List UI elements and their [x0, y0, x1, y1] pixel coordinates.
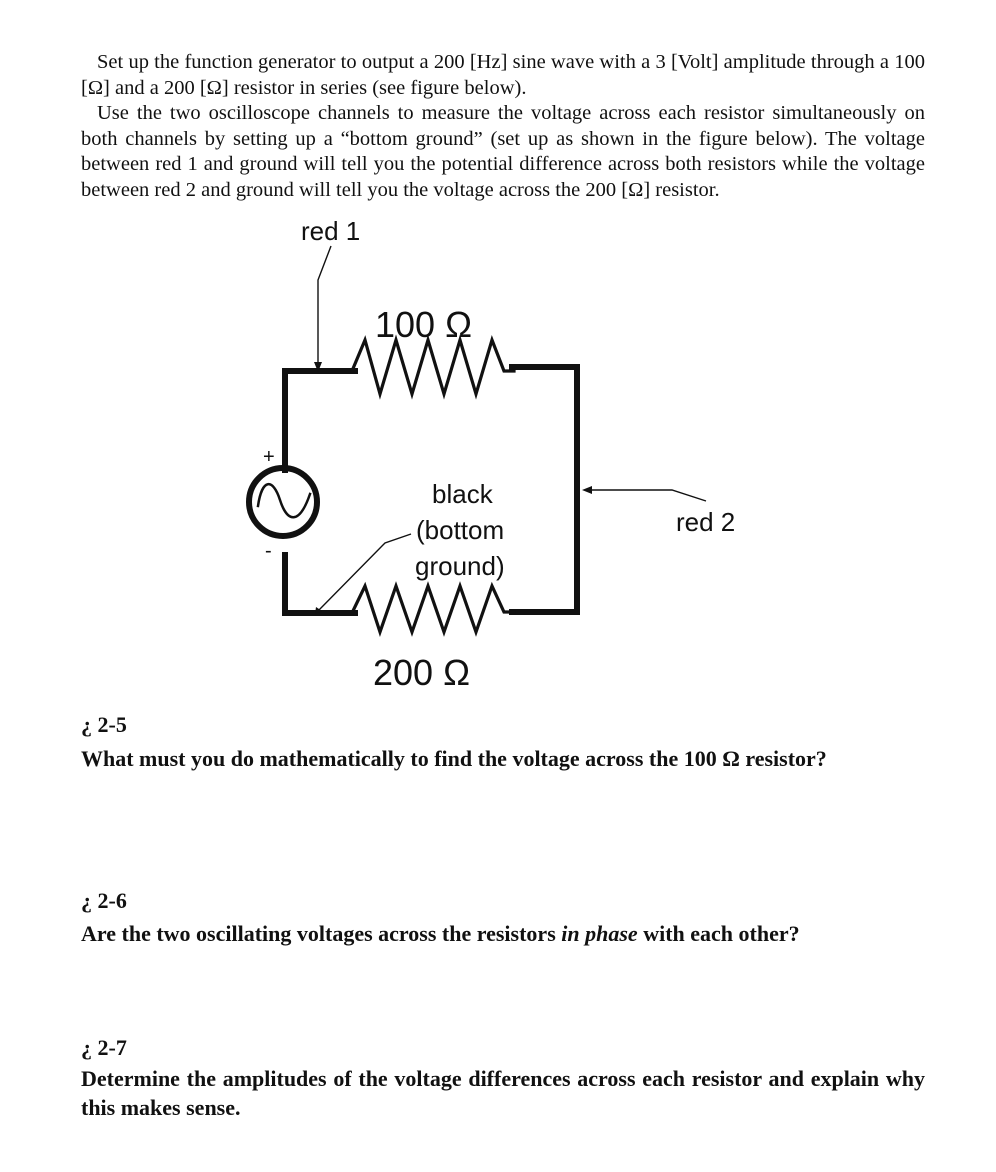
resistor-100-ohm-label: 100 Ω [375, 304, 472, 345]
black-label-line2: (bottom [416, 515, 505, 545]
source-plus-sign: + [263, 446, 275, 468]
question-2-6-text [81, 919, 925, 948]
resistor-100-ohm-symbol [352, 340, 514, 394]
question-2-6-text-after: with each other? [637, 921, 800, 946]
question-2-7-text: Determine the amplitudes of the voltage differences across each resistor and explain why this makes sense. [81, 1066, 925, 1120]
question-2-6-number: ¿ 2-6 [81, 888, 127, 913]
intro-paragraph-1 [81, 50, 925, 101]
resistor-200-ohm-label: 200 Ω [373, 652, 470, 693]
black-label-line1: black [432, 479, 493, 509]
question-2-7-number: ¿ 2-7 [81, 1035, 127, 1060]
red2-probe-arrowhead [582, 486, 592, 494]
red1-probe-lead [318, 246, 331, 368]
black-label-line3: ground) [415, 551, 505, 581]
red1-probe-arrowhead [314, 362, 322, 372]
question-2-6-text-before: Are the two oscillating voltages across the resistors [81, 921, 562, 946]
source-minus-sign: - [265, 540, 272, 562]
intro-paragraph-1-text: Set up the function generator to output a 200 [Hz] sine wave with a 3 [Volt] amplitude through a 100 [Ω] and a 200 [Ω] resistor in series (see figure below). [81, 51, 925, 99]
top-wire-right [512, 367, 577, 612]
bottom-wire [285, 555, 355, 613]
intro-paragraph-2-text: Use the two oscilloscope channels to measure the voltage across each resistor simultaneously on both channels by setting up a “bottom ground” (set up as shown in the figure below). The voltage between red 1 and ground will tell you the potential difference across both resistors while the voltage between red 2 and ground will tell you the voltage across the 200 [Ω] resistor. [81, 102, 925, 201]
intro-paragraph-2 [81, 101, 925, 203]
black-probe-arrowhead [315, 607, 322, 614]
question-2-5-number: ¿ 2-5 [81, 712, 127, 737]
red2-label: red 2 [676, 507, 736, 537]
red2-probe-lead [587, 490, 706, 501]
red1-label: red 1 [301, 216, 361, 246]
question-2-6-emphasis: in phase [561, 921, 638, 946]
black-probe-lead [318, 534, 411, 611]
resistor-200-ohm-symbol [352, 586, 514, 632]
question-2-5-text: What must you do mathematically to find the voltage across the 100 Ω resistor? [81, 746, 827, 771]
top-wire [285, 371, 355, 470]
ac-source-symbol [249, 468, 317, 536]
sine-wave-icon [258, 484, 310, 517]
